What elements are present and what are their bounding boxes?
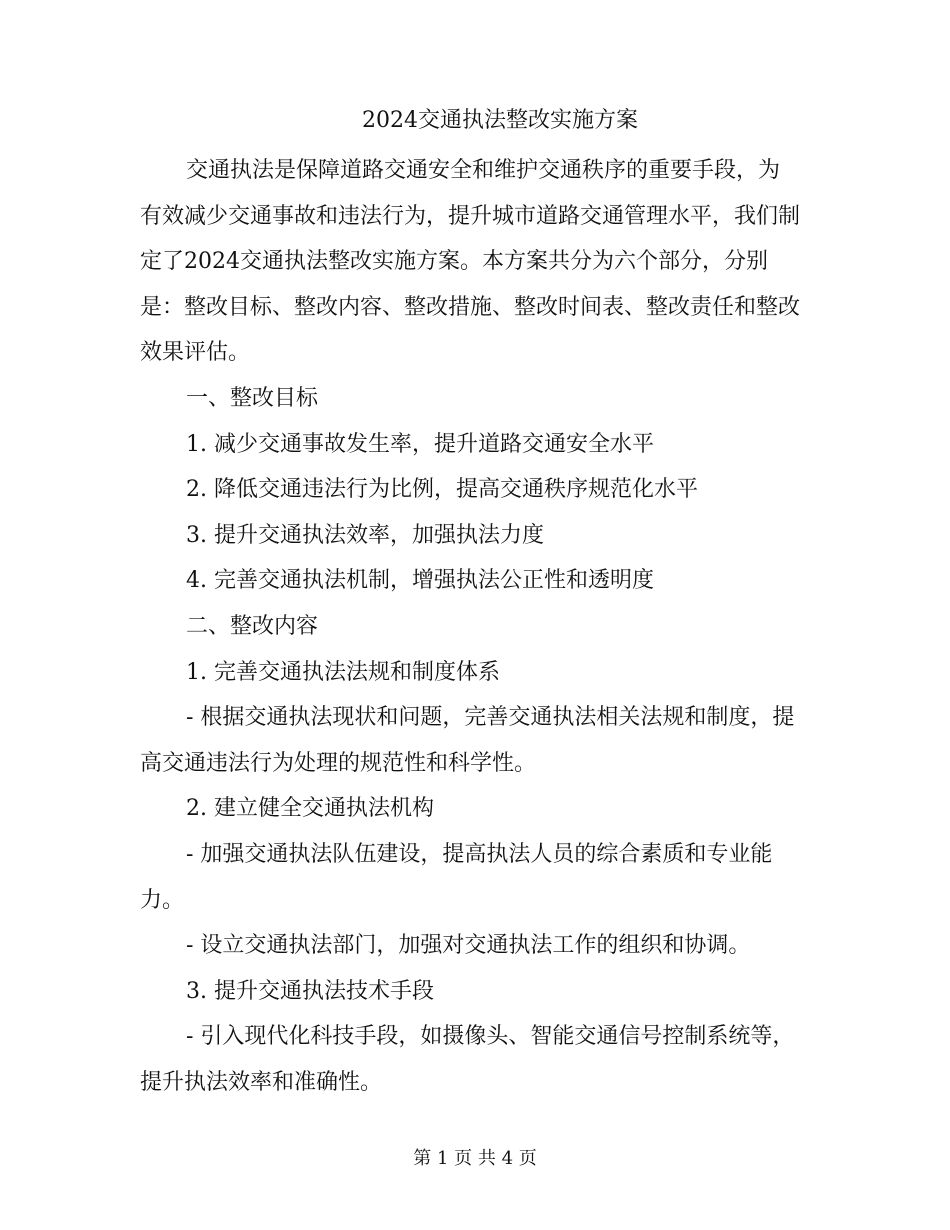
content-item-2-detail-1: - 加强交通执法队伍建设，提高执法人员的综合素质和专业能力。 — [140, 841, 773, 913]
content-item-2-detail-2: - 设立交通执法部门，加强对交通执法工作的组织和协调。 — [186, 933, 751, 959]
content-item-3: 3. 提升交通执法技术手段 — [186, 978, 434, 1004]
section-heading-content: 二、整改内容 — [186, 613, 319, 639]
content-item-2: 2. 建立健全交通执法机构 — [186, 796, 434, 822]
document-title: 2024交通执法整改实施方案 — [362, 108, 638, 133]
document-body — [140, 148, 800, 1105]
content-item-3-detail: - 引入现代化科技手段，如摄像头、智能交通信号控制系统等，提升执法效率和准确性。 — [140, 1024, 795, 1095]
goal-item-1: 1. 减少交通事故发生率，提升道路交通安全水平 — [186, 431, 654, 457]
goal-item-3: 3. 提升交通执法效率，加强执法力度 — [186, 522, 544, 548]
content-item-1: 1. 完善交通执法法规和制度体系 — [186, 659, 500, 685]
page-footer: 第 1 页 共 4 页 — [413, 1148, 537, 1169]
intro-paragraph: 交通执法是保障道路交通安全和维护交通秩序的重要手段，为有效减少交通事故和违法行为，提升城市道路交通管理水平，我们制定了2024交通执法整改实施方案。本方案共分为六个部分，分别是：整改目标、整改内容、整改措施、整改时间表、整改责任和整改效果评估。 — [140, 158, 801, 366]
section-heading-goals: 一、整改目标 — [186, 385, 319, 411]
goal-item-4: 4. 完善交通执法机制，增强执法公正性和透明度 — [186, 568, 654, 594]
goal-item-2: 2. 降低交通违法行为比例，提高交通秩序规范化水平 — [186, 477, 698, 503]
content-item-1-detail: - 根据交通执法现状和问题，完善交通执法相关法规和制度，提高交通违法行为处理的规范性和科学性。 — [140, 705, 795, 776]
